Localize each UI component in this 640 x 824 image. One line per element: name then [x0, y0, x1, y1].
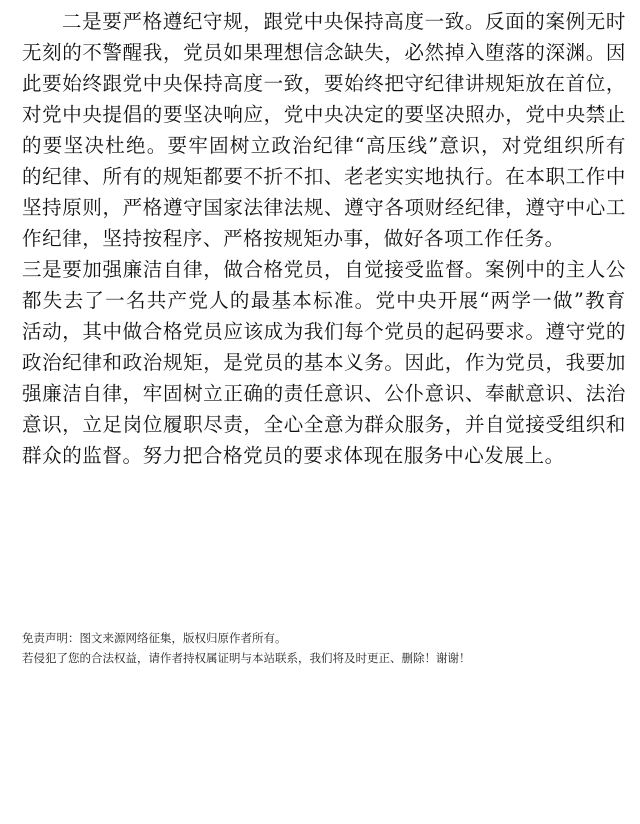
article-paragraph-discipline: 二是要严格遵纪守规，跟党中央保持高度一致。反面的案例无时无刻的不警醒我，党员如果理想信念缺失，必然掉入堕落的深渊。因此要始终跟党中央保持高度一致，要始终把守纪律讲规矩放在首位，对党中央提倡的要坚决响应，党中央决定的要坚决照办，党中央禁止的要坚决杜绝。要牢固树立政治纪律“高压线”意识，对党组织所有的纪律、所有的规矩都要不折不扣、老老实实地执行。在本职工作中坚持原则，严格遵守国家法律法规、遵守各项财经纪律，遵守中心工作纪律，坚持按程序、严格按规矩办事，做好各项工作任务。	[22, 10, 626, 250]
disclaimer-contact-line: 若侵犯了您的合法权益，请作者持权属证明与本站联系，我们将及时更正、删除！谢谢！	[22, 651, 471, 665]
article-paragraph-integrity: 三是要加强廉洁自律，做合格党员，自觉接受监督。案例中的主人公都失去了一名共产党人的最基本标准。党中央开展“两学一做”教育活动，其中做合格党员应该成为我们每个党员的起码要求。遵守党的政治纪律和政治规矩，是党员的基本义务。因此，作为党员，我要加强廉洁自律，牢固树立正确的责任意识、公仆意识、奉献意识、法治意识，立足岗位履职尽责，全心全意为群众服务，并自觉接受组织和群众的监督。努力把合格党员的要求体现在服务中心发展上。	[22, 258, 626, 467]
disclaimer	[22, 628, 626, 668]
disclaimer-copyright-line: 免责声明：图文来源网络征集，版权归原作者所有。	[22, 631, 287, 645]
article-body	[22, 6, 626, 471]
